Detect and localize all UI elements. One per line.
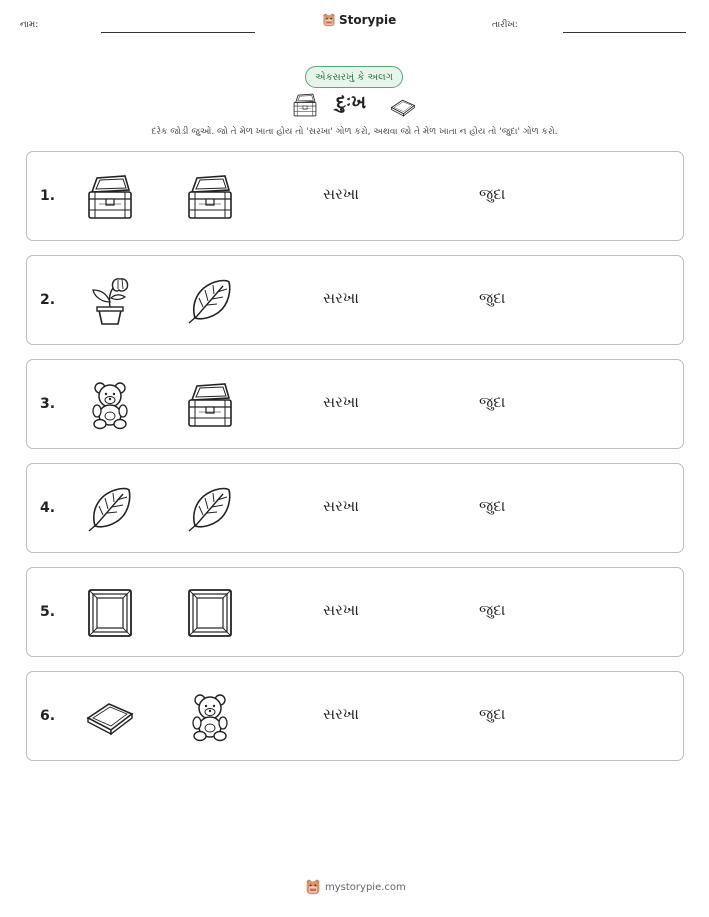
teddy-bear-icon <box>185 692 235 742</box>
worksheet-tag: એકસરખું કે અલગ <box>305 66 403 88</box>
title-row <box>0 90 709 120</box>
chest-icon <box>85 172 135 222</box>
question-number: 6. <box>40 708 56 724</box>
worksheet-header <box>0 0 709 50</box>
question-number: 2. <box>40 292 56 308</box>
footer <box>305 879 406 895</box>
question-row <box>26 463 684 553</box>
teddy-bear-icon <box>85 380 135 430</box>
different-option[interactable]: જુદા <box>479 705 506 723</box>
flower-pot-icon <box>85 276 135 326</box>
brand-name: Storypie <box>339 13 397 27</box>
leaf-icon <box>185 276 235 326</box>
bear-logo-icon <box>322 13 336 27</box>
brand-logo <box>322 13 396 27</box>
same-option[interactable]: સરખા <box>323 497 359 515</box>
different-option[interactable]: જુદા <box>479 289 506 307</box>
chest-icon <box>185 380 235 430</box>
different-option[interactable]: જુદા <box>479 601 506 619</box>
name-label: નામ: <box>20 20 39 30</box>
napkin-icon <box>388 94 418 120</box>
question-row <box>26 359 684 449</box>
question-number: 4. <box>40 500 56 516</box>
leaf-icon <box>85 484 135 534</box>
date-field[interactable] <box>563 32 686 33</box>
same-option[interactable]: સરખા <box>323 289 359 307</box>
bear-logo-icon <box>305 879 321 895</box>
chest-icon <box>292 92 318 118</box>
question-row <box>26 151 684 241</box>
date-label: તારીખ: <box>492 20 518 30</box>
frame-icon <box>85 588 135 638</box>
napkin-icon <box>85 692 135 742</box>
question-number: 3. <box>40 396 56 412</box>
question-number: 1. <box>40 188 56 204</box>
name-field[interactable] <box>101 32 255 33</box>
question-row <box>26 255 684 345</box>
same-option[interactable]: સરખા <box>323 393 359 411</box>
instructions: દરેક જોડી જુઓ. જો તે મેળ ખાતા હોય તો 'સરખા' ગોળ કરો, અથવા જો તે મેળ ખાતા ન હોય તો 'જુદા' ગોળ કરો. <box>151 127 558 137</box>
same-option[interactable]: સરખા <box>323 705 359 723</box>
same-option[interactable]: સરખા <box>323 601 359 619</box>
leaf-icon <box>185 484 235 534</box>
same-option[interactable]: સરખા <box>323 185 359 203</box>
frame-icon <box>185 588 235 638</box>
question-row <box>26 671 684 761</box>
question-row <box>26 567 684 657</box>
page-title: દુઃખ <box>336 92 367 113</box>
chest-icon <box>185 172 235 222</box>
different-option[interactable]: જુદા <box>479 393 506 411</box>
footer-url: mystorypie.com <box>325 881 406 893</box>
different-option[interactable]: જુદા <box>479 497 506 515</box>
different-option[interactable]: જુદા <box>479 185 506 203</box>
question-number: 5. <box>40 604 56 620</box>
